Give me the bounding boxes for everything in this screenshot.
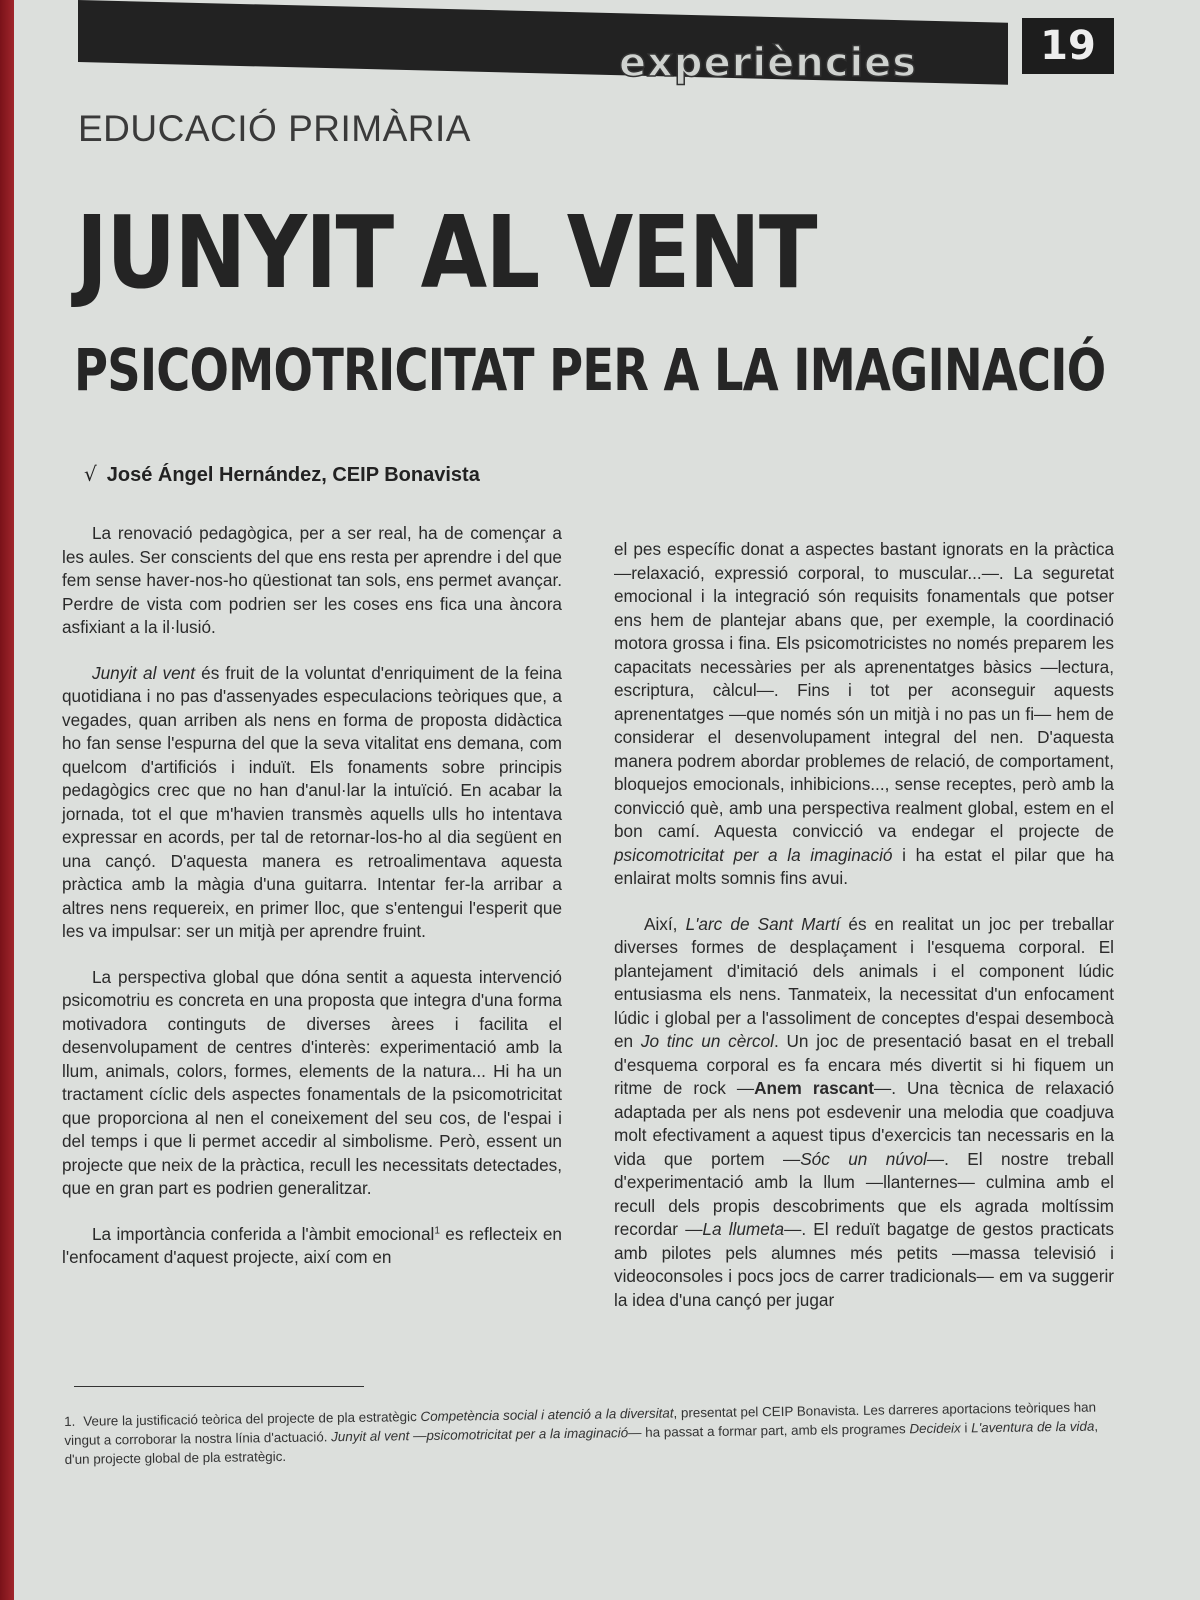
magazine-page	[14, 0, 1200, 1600]
paragraph: La importància conferida a l'àmbit emocional$^1$ es reflecteix en l'enfocament d'aquest projecte, així com en	[62, 1223, 562, 1267]
footnote-number: 1.	[64, 1413, 76, 1429]
footnote: 1. Veure la justificació teòrica del projecte de pla estratègic Competència social i atenció a la diversitat, presentat pel CEIP Bonavista. Les darreres aportacions teòriques han vingut a corroborar la nostra línia d'actuació. Junyit al vent —psicomotricitat per a la imaginació— ha passat a formar part, amb els programes Decideix i L'aventura de la vida, d'un projecte global de pla estratègic.	[64, 1399, 1099, 1467]
paragraph: el pes específic donat a aspectes bastant ignorats en la pràctica —relaxació, expressió corporal, to muscular...—. La seguretat emocional i la integració són requisits fonamentals que potser ens hem de plantejar abans que, per exemple, la coordinació motora grossa i fina. Els psicomotricistes no només preparem les capacitats necessàries per als aprenentatges bàsics —lectura, escriptura, càlcul—. Fins i tot per aconseguir aquests aprenentatges —que només són un mitjà i no pas un fi— hem de considerar el desenvolupament integral del nen. D'aquesta manera podrem abordar problemes de relació, de comportament, bloquejos emocionals, inhibicions..., sense receptes, però amb la convicció què, amb una perspectiva realment global, estem en el bon camí. Aquesta convicció va endegar el projecte de psicomotricitat per a la imaginació i ha estat el pilar que ha enlairat molts somnis fins avui.	[614, 539, 1114, 888]
project-title: Junyit al vent	[92, 662, 196, 683]
paragraph: La renovació pedagògica, per a ser real, ha de començar a les aules. Ser conscients del que ens resta per aprendre i del que fem sense haver-nos-ho qüestionat tan sols, ens permet avançar. Perdre de vista com podrien ser les coses ens fica una àncora asfixiant a la il·lusió.	[62, 523, 562, 637]
paragraph: Així, L'arc de Sant Martí és en realitat un joc per treballar diverses formes de desplaçament i l'esquema corporal. El plantejament d'imitació dels animals i el component lúdic entusiasma els nens. Tanmateix, la necessitat d'un enfocament lúdic i global per a l'assoliment de conceptes d'espai desembocà en Jo tinc un cèrcol. Un joc de presentació basat en el treball d'esquema corporal es fa encara més divertit si hi fiquem un ritme de rock —Anem rascant—. Una tècnica de relaxació adaptada per als nens pot esdevenir una melodia que coadjuva molt efectivament a aquest tipus d'exercicis tan necessaris en la vida que portem —Sóc un núvol—. El nostre treball d'experimentació amb la llum —llanternes— culmina amb el recull dels propis descobriments que els agrada moltíssim recordar —La llumeta—. El reduït bagatge de gestos practicats amb pilotes pels alumnes més petits —massa televisió i videoconsoles i pocs jocs de carrer tradicionals— em va suggerir la idea d'una cançó per jugar	[614, 913, 1115, 1310]
paragraph: Junyit al vent és fruit de la voluntat d'enriquiment de la feina quotidiana i no pas d'assenyades especulacions teòriques que, a vegades, quan arriben als nens en forma de proposta didàctica ho fan sense l'espurna del que la seva vitalitat ens demana, com quelcom d'artificiós i induït. Els fonaments sobre principis pedagògics crec que no han d'anul·lar la intuïció. En acabar la jornada, tot el que m'havien transmès aquells ulls ho intentava expressar en acords, per tal de retornar-los-ho al dia següent en una cançó. D'aquesta manera es retroalimentava aquesta pràctica amb la màgia d'una guitarra. Intentar fer-la arribar a altres nens requereix, en primer lloc, que s'entengui l'esperit que les va impulsar: ser un mitjà per aprendre fruint.	[62, 662, 562, 941]
left-column	[62, 522, 562, 1292]
page-number: 19	[1022, 18, 1114, 74]
check-mark-icon: √	[84, 462, 97, 486]
section-label: experiències	[619, 40, 918, 86]
footnote-ref: 1	[434, 1224, 440, 1236]
article-subtitle: PSICOMOTRICITAT PER A LA IMAGINACIÓ	[74, 336, 1106, 404]
article-title: JUNYIT AL VENT	[76, 194, 816, 311]
right-column	[614, 538, 1114, 1334]
footnote-divider	[74, 1386, 364, 1387]
page-edge	[0, 0, 14, 1600]
category-heading: EDUCACIÓ PRIMÀRIA	[78, 108, 471, 149]
paragraph: La perspectiva global que dóna sentit a aquesta intervenció psicomotriu es concreta en una proposta que integra d'una forma motivadora continguts de diverses àrees i facilita el desenvolupament de centres d'interès: experimentació amb la llum, animals, colors, formes, elements de la natura... Hi ha un tractament cíclic dels aspectes fonamentals de la psicomotricitat que proporciona al nen el coneixement del seu cos, de l'espai i del temps i que li permet accedir al simbolisme. Però, essent un projecte que neix de la pràctica, recull les necessitats detectades, que en gran part es podrien generalitzar.	[62, 966, 562, 1198]
author: José Ángel Hernández, CEIP Bonavista	[106, 464, 480, 486]
byline	[84, 462, 604, 487]
